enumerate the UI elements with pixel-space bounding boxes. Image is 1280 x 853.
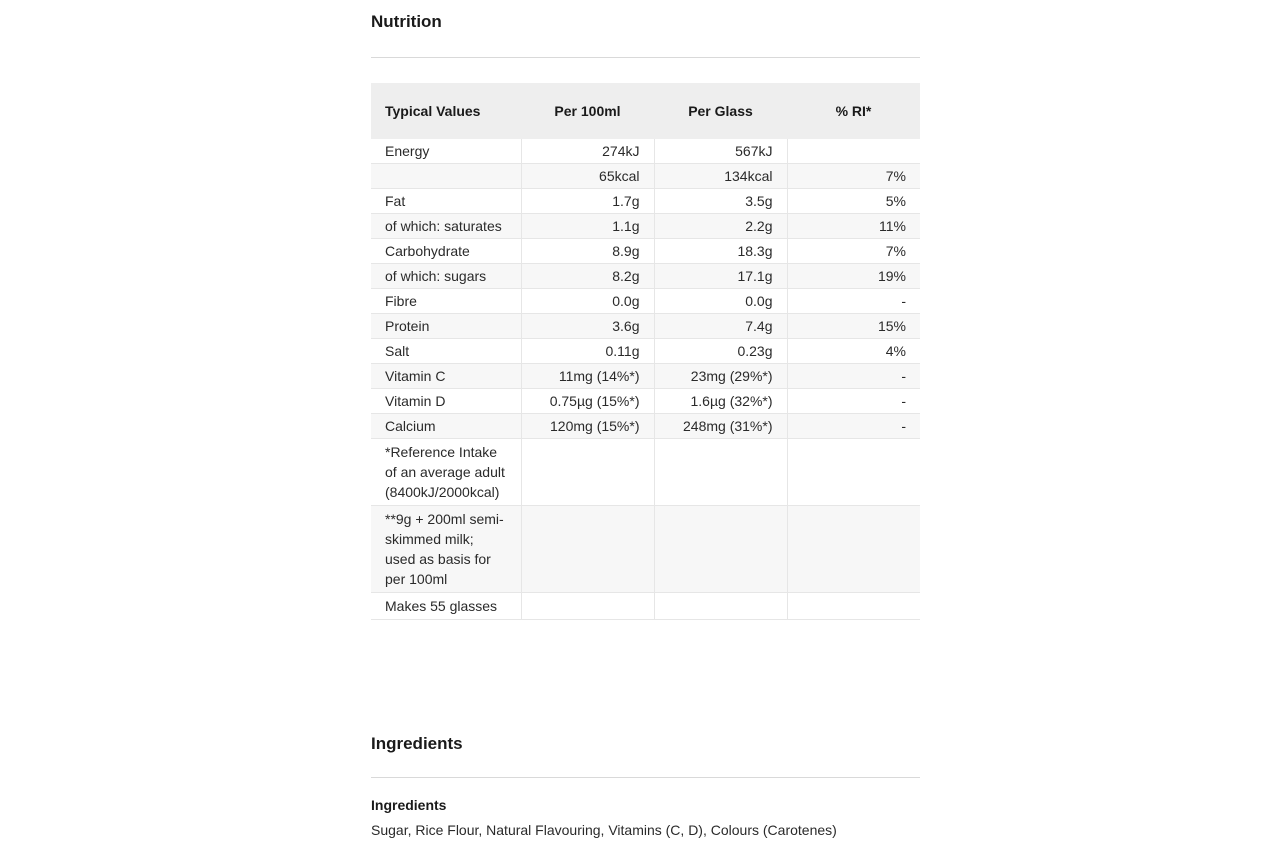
table-row [371,189,920,214]
table-row [371,339,920,364]
per-100ml-cell: 8.9g [521,239,654,264]
table-row [371,506,920,593]
ri-cell [787,506,920,593]
ri-cell: 5% [787,189,920,214]
header-per-100ml: Per 100ml [521,83,654,139]
table-row [371,439,920,506]
header-ri: % RI* [787,83,920,139]
nutrient-name-cell: Protein [371,314,521,339]
table-row [371,264,920,289]
ri-cell: 11% [787,214,920,239]
ri-cell: 19% [787,264,920,289]
ri-cell [787,439,920,506]
per-100ml-cell [521,506,654,593]
ingredients-subheading: Ingredients [371,797,447,813]
per-glass-cell: 134kcal [654,164,787,189]
nutrient-name-cell: Energy [371,139,521,164]
table-row [371,314,920,339]
per-glass-cell: 0.23g [654,339,787,364]
per-100ml-cell: 1.1g [521,214,654,239]
nutrient-name-cell: Vitamin D [371,389,521,414]
per-100ml-cell: 0.0g [521,289,654,314]
per-glass-cell: 248mg (31%*) [654,414,787,439]
header-typical-values: Typical Values [371,83,521,139]
table-row [371,214,920,239]
per-100ml-cell: 8.2g [521,264,654,289]
per-100ml-cell [521,439,654,506]
per-glass-cell: 3.5g [654,189,787,214]
ingredients-list: Sugar, Rice Flour, Natural Flavouring, Vitamins (C, D), Colours (Carotenes) [371,822,837,838]
table-row [371,139,920,164]
per-glass-cell: 1.6µg (32%*) [654,389,787,414]
per-glass-cell [654,439,787,506]
nutrition-table [371,83,920,620]
ri-cell: 15% [787,314,920,339]
per-100ml-cell: 1.7g [521,189,654,214]
nutrition-heading: Nutrition [371,12,442,31]
per-glass-cell: 2.2g [654,214,787,239]
per-glass-cell [654,593,787,620]
header-per-glass: Per Glass [654,83,787,139]
ingredients-heading: Ingredients [371,734,463,753]
nutrient-name-cell: Calcium [371,414,521,439]
nutrient-name-cell: of which: saturates [371,214,521,239]
nutrient-name-cell: Salt [371,339,521,364]
table-row [371,593,920,620]
nutrient-name-cell: Makes 55 glasses [371,593,521,620]
nutrient-name-cell: Fibre [371,289,521,314]
per-glass-cell: 18.3g [654,239,787,264]
per-100ml-cell: 274kJ [521,139,654,164]
ri-cell: 4% [787,339,920,364]
per-100ml-cell [521,593,654,620]
table-row [371,239,920,264]
per-100ml-cell: 11mg (14%*) [521,364,654,389]
per-100ml-cell: 0.75µg (15%*) [521,389,654,414]
nutrient-name-cell: Carbohydrate [371,239,521,264]
ri-cell: - [787,364,920,389]
table-row [371,364,920,389]
nutrient-name-cell: Vitamin C [371,364,521,389]
ri-cell [787,139,920,164]
nutrient-name-cell: **9g + 200ml semi-skimmed milk; used as basis for per 100ml [371,506,521,593]
table-row [371,414,920,439]
nutrition-divider [371,57,920,58]
per-glass-cell: 23mg (29%*) [654,364,787,389]
ri-cell: - [787,414,920,439]
ri-cell: - [787,289,920,314]
per-100ml-cell: 0.11g [521,339,654,364]
nutrition-header-row [371,83,920,139]
per-glass-cell: 7.4g [654,314,787,339]
nutrient-name-cell: of which: sugars [371,264,521,289]
per-glass-cell [654,506,787,593]
ri-cell: - [787,389,920,414]
per-100ml-cell: 65kcal [521,164,654,189]
per-100ml-cell: 3.6g [521,314,654,339]
nutrient-name-cell: Fat [371,189,521,214]
table-row [371,289,920,314]
per-glass-cell: 567kJ [654,139,787,164]
per-glass-cell: 0.0g [654,289,787,314]
nutrient-name-cell: *Reference Intake of an average adult (8400kJ/2000kcal) [371,439,521,506]
ri-cell [787,593,920,620]
per-100ml-cell: 120mg (15%*) [521,414,654,439]
ri-cell: 7% [787,164,920,189]
per-glass-cell: 17.1g [654,264,787,289]
ingredients-divider [371,777,920,778]
ri-cell: 7% [787,239,920,264]
table-row [371,164,920,189]
nutrient-name-cell [371,164,521,189]
table-row [371,389,920,414]
